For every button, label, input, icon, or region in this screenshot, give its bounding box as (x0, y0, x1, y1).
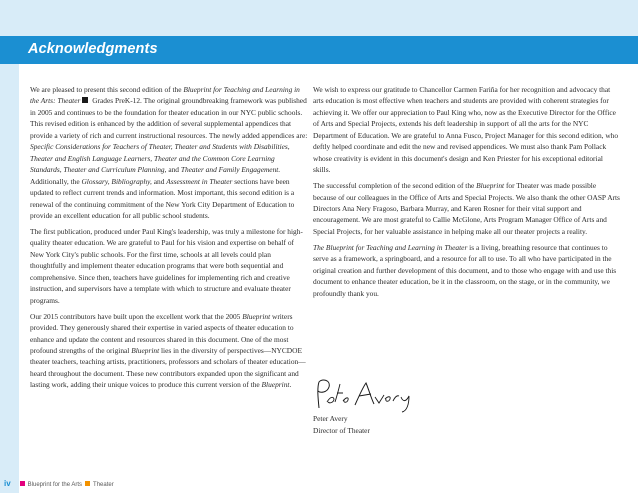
signatory-title: Director of Theater (313, 425, 370, 435)
signature-image (313, 378, 423, 414)
right-paragraph-1: We wish to express our gratitude to Chancellor Carmen Fariña for her recognition and advocacy that arts education is most effective when teachers and students are provided with coherent strategies for achieving it. We offer our appreciation to Paul King who, now as the Executive Director for the Office of Arts and Special Projects, extends his deft leadership in support of all the arts for the NYC Department of Education. We are grateful to Anna Fusco, Project Manager for this second edition, who deftly helped coordinate and edit the new and revised appendices. We must also thank Pam Pollack whose creativity is evident in this document's design and Ken Priester for his exceptional editorial skills. (313, 85, 619, 175)
page-number: iv (4, 479, 11, 488)
left-paragraph-1: We are pleased to present this second edition of the Blueprint for Teaching and Learning in the Arts: Theater Grades PreK-12. The original groundbreaking framework was published in 2005 and continues to be the foundation for theater education in our NYC public schools. This revised edition is enhanced by the addition of several supplemental appendices that provide a variety of rich and current instructional resources. The newly added appendices are: Specific Considerations for Teachers of Theater, Theater and Students with Disabilities, Theater and English Language Learners, Theater and the Common Core Learning Standards, Theater and Curriculum Planning, and Theater and Family Engagement. Additionally, the Glossary, Bibliography, and Assessment in Theater sections have been updated to reflect current trends and information. Most important, this second edition is a renewal of the continuing commitment of the New York City Department of Education to provide an excellent education for all public school students. (30, 85, 308, 220)
square-bullet-icon (82, 97, 88, 103)
page-title: Acknowledgments (28, 41, 158, 57)
left-paragraph-3: Our 2015 contributors have built upon the excellent work that the 2005 Blueprint writers provided. They generously shared their expertise in varied aspects of theater education to enhance and update the content and resources shared in this document. One of the most profound strengths of the original Blueprint lies in the diversity of perspectives—NYCDOE theater teachers, teaching artists, practitioners, professors and scholars of theater education—heard throughout the document. These new contributors expanded upon the significant and lasting work, adding their unique voices to produce this current version of the Blueprint. (30, 311, 306, 390)
signatory-name: Peter Avery (313, 414, 348, 423)
footer-discipline: Theater (93, 482, 114, 488)
footer-series-title: Blueprint for the Arts (27, 482, 83, 488)
left-column (30, 84, 308, 395)
right-paragraph-2: The successful completion of the second edition of the Blueprint for Theater was made possible because of our colleagues in the Office of Arts and Special Projects. We also thank the other OASP Arts Directors Ana Nery Fragoso, Barbara Murray, and Karen Rosner for their vital support and encouragement. We are most grateful to Callie McGlone, Arts Program Manager Office of Arts and Special Projects, for her valuable assistance in helping make all our theater projects a reality. (313, 181, 620, 236)
right-paragraph-3: The Blueprint for Teaching and Learning in Theater is a living, breathing resource that continues to serve as a framework, a springboard, and a resource for all to use. To all who have participated in the original creation and further development of this document, and to those who engage with and use this document to enhance theater education, be it in the classroom, on the stage, or in the community, we profoundly thank you. (313, 242, 617, 298)
top-band (0, 0, 638, 36)
orange-square-icon (85, 481, 90, 486)
page-footer (4, 479, 114, 488)
left-paragraph-2: The first publication, produced under Paul King's leadership, was truly a milestone for high-quality theater education. We are grateful to Paul for his vision and expertise on behalf of New York City's public schools. For the first time, schools at all levels could plan thoughtfully and implement theater education programs that were both sequential and comprehensive. Since then, teachers have guidelines for implementing rich and creative instruction, and supervisors have a template with which to structure and evaluate theater programs. (30, 226, 303, 305)
left-margin-band (0, 64, 19, 493)
pink-square-icon (20, 481, 25, 486)
right-column (313, 84, 620, 304)
